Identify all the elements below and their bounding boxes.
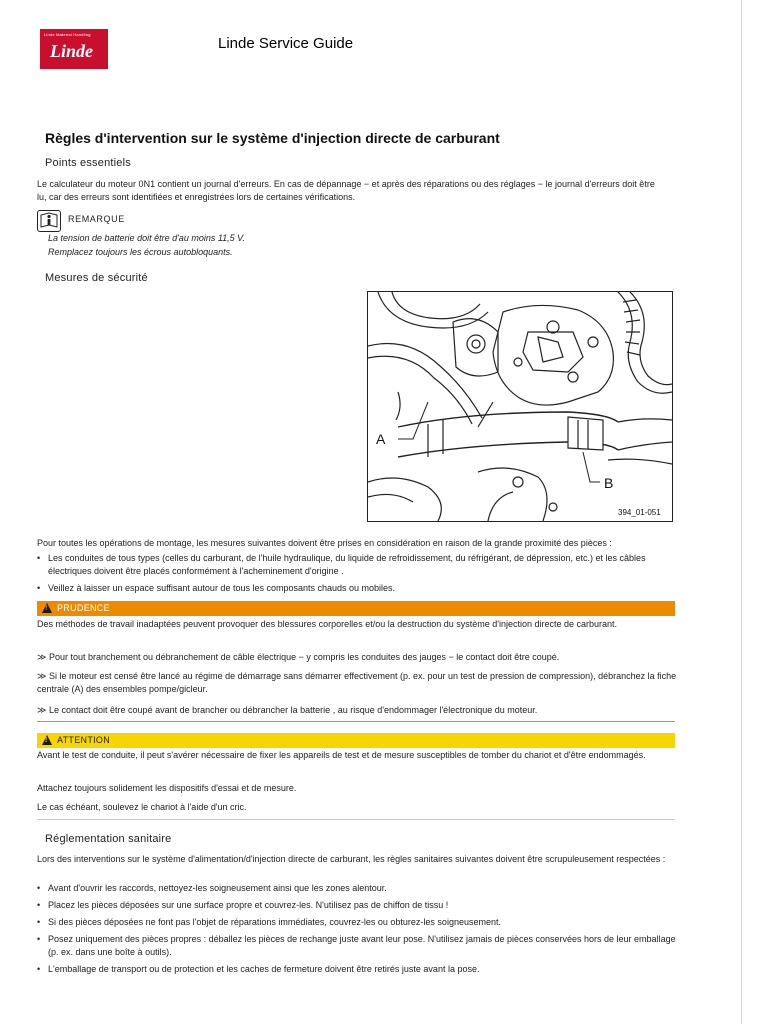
assembly-intro: Pour toutes les opérations de montage, les mesures suivantes doivent être prises en considération en raison de la grande proximité des pièces : [37, 538, 612, 548]
attention-line-2: Attachez toujours solidement les dispositifs d'essai et de mesure. [37, 783, 297, 793]
page-edge-rule [741, 0, 742, 1024]
essentials-line-2: lu, car des erreurs sont identifiées et enregistrées lors de certaines vérifications. [37, 192, 356, 202]
list-item: • Avant d'ouvrir les raccords, nettoyez-les soigneusement ainsi que les zones alentour. [37, 882, 687, 895]
section-heading-safety: Mesures de sécurité [45, 272, 148, 284]
prudence-divider [37, 721, 675, 722]
health-intro: Lors des interventions sur le système d'alimentation/d'injection directe de carburant, les règles sanitaires suivantes doivent être scrupuleusement respectées : [37, 854, 666, 864]
health-bullet-list [37, 882, 687, 980]
essentials-line-1: Le calculateur du moteur 0N1 contient un journal d'erreurs. En cas de dépannage − et après des réparations ou des réglages − le journal d'erreurs doit être [37, 179, 655, 189]
attention-line-3: Le cas échéant, soulevez le chariot à l'aide d'un cric. [37, 802, 247, 812]
attention-banner: ! ATTENTION [37, 733, 675, 748]
header-title: Linde Service Guide [218, 35, 354, 52]
attention-text: Avant le test de conduite, il peut s'avérer nécessaire de fixer les appareils de test et de mesure susceptibles de tomber du chariot et d'être endommagés. [37, 750, 646, 760]
list-item: • Posez uniquement des pièces propres : déballez les pièces de rechange juste avant leur pose. N'utilisez jamais de pièces conservées hors de leur emballage (p. ex. dans une boîte à outils). [37, 933, 687, 959]
list-item: • Si des pièces déposées ne font pas l'objet de réparations immédiates, couvrez-les ou obturez-les soigneusement. [37, 916, 687, 929]
prudence-label: PRUDENCE [57, 603, 110, 613]
linde-logo [40, 29, 108, 69]
logo-wordmark: Linde [50, 41, 93, 61]
prudence-banner: ! PRUDENCE [37, 601, 675, 616]
list-item: • Les conduites de tous types (celles du carburant, de l'huile hydraulique, du liquide de refroidissement, du réfrigérant, de dépression, etc.) et les câbles électriques doivent être placés conformément à l'acheminement d'origine . [37, 552, 687, 578]
prudence-text: Des méthodes de travail inadaptées peuvent provoquer des blessures corporelles et/ou la destruction du système d'injection directe de carburant. [37, 619, 618, 629]
arrow-right-icon: ≫ [37, 705, 47, 715]
attention-label: ATTENTION [57, 735, 111, 745]
note-line-2: Remplacez toujours les écrous autobloquants. [48, 247, 233, 257]
prudence-item-3: ≫ Le contact doit être coupé avant de brancher ou débrancher la batterie , au risque d'endommager l'électronique du moteur. [37, 705, 538, 715]
engine-diagram [367, 291, 673, 522]
section-heading-health: Réglementation sanitaire [45, 833, 172, 845]
info-manual-icon [37, 210, 61, 232]
engine-diagram-drawing [368, 292, 672, 521]
arrow-right-icon: ≫ [37, 671, 47, 681]
figure-code: 394_01-051 [618, 508, 661, 517]
attention-divider [37, 819, 675, 820]
note-label: REMARQUE [68, 214, 125, 224]
page-title: Règles d'intervention sur le système d'injection directe de carburant [45, 130, 500, 146]
note-line-1: La tension de batterie doit être d'au moins 11,5 V. [48, 233, 246, 243]
section-heading-essentials: Points essentiels [45, 157, 131, 169]
logo-tagline: Linde Material Handling [44, 32, 91, 37]
prudence-item-1: ≫ Pour tout branchement ou débranchement de câble électrique − y compris les conduites des jauges − le contact doit être coupé. [37, 652, 560, 662]
figure-label-b: B [604, 475, 614, 491]
list-item: • L'emballage de transport ou de protection et les caches de fermeture doivent être retirés juste avant la pose. [37, 963, 687, 976]
assembly-bullet-list [37, 552, 687, 599]
prudence-item-2: ≫ Si le moteur est censé être lancé au régime de démarrage sans démarrer effectivement (p. ex. pour un test de pression de compression), débranchez la fiche centrale (A) des ensembles pompe/gicleur. [37, 671, 677, 694]
figure-label-a: A [376, 431, 386, 447]
list-item: • Placez les pièces déposées sur une surface propre et couvrez-les. N'utilisez pas de chiffon de tissu ! [37, 899, 687, 912]
list-item: • Veillez à laisser un espace suffisant autour de tous les composants chauds ou mobiles. [37, 582, 687, 595]
arrow-right-icon: ≫ [37, 652, 47, 662]
